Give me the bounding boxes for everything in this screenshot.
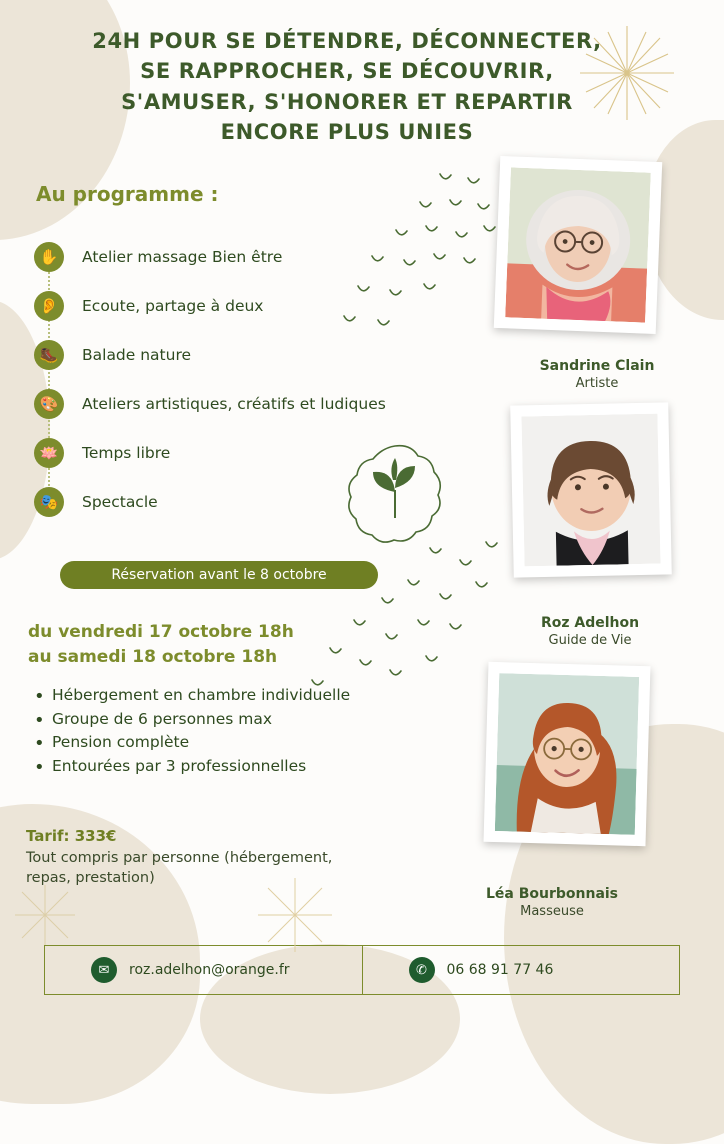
headline-line-4: ENCORE PLUS UNIES [40,117,654,147]
programme-item-label: Balade nature [82,346,191,364]
photo-card-sandrine [494,156,662,334]
palette-art-icon: 🎨 [34,389,64,419]
portrait-sandrine [505,167,651,322]
theatre-curtain-icon: 🎭 [34,487,64,517]
flying-birds-doodle-icon [300,160,500,360]
person-name: Roz Adelhon [490,615,690,631]
list-item: • Entourées par 3 professionnelles [30,755,360,779]
list-item: • Pension complète [30,731,360,755]
programme-item-label: Temps libre [82,444,170,462]
sparkle-burst-corner-icon [10,880,80,950]
reservation-badge: Réservation avant le 8 octobre [60,561,378,589]
person-name: Léa Bourbonnais [452,886,652,902]
person-role: Guide de Vie [490,633,690,648]
contact-phone[interactable] [362,946,680,994]
hiking-boot-icon: 🥾 [34,340,64,370]
lotus-relax-icon: 🪷 [34,438,64,468]
person-role: Masseuse [452,904,652,919]
date-end: au samedi 18 octobre 18h [28,645,294,670]
programme-item-label: Atelier massage Bien être [82,248,282,266]
photo-caption-lea [452,886,652,919]
photo-caption-sandrine [497,358,697,391]
list-item: • Hébergement en chambre individuelle [30,684,360,708]
sparkle-burst-icon [572,18,682,128]
contact-footer [44,945,680,995]
avatar [505,167,651,322]
list-item [30,379,450,428]
email-text: roz.adelhon@orange.fr [129,962,290,978]
portrait-roz [521,414,660,567]
plant-sprout-badge-icon [340,440,450,550]
sparkle-burst-small-icon [250,870,340,960]
price-label: Tarif: 333€ [26,827,366,845]
event-dates [28,620,294,669]
programme-item-label: Ateliers artistiques, créatifs et ludiques [82,395,386,413]
ear-listening-icon: 👂 [34,291,64,321]
massage-hands-icon: ✋ [34,242,64,272]
phone-text: 06 68 91 77 46 [447,962,554,978]
person-role: Artiste [497,376,697,391]
price-note: Tout compris par personne (hébergement, repas, prestation) [26,848,366,889]
portrait-lea [495,673,639,835]
phone-icon: ✆ [409,957,435,983]
envelope-icon: ✉ [91,957,117,983]
programme-item-label: Ecoute, partage à deux [82,297,263,315]
date-start: du vendredi 17 octobre 18h [28,620,294,645]
headline-line-3: S'AMUSER, S'HONORER ET REPARTIR [40,87,654,117]
headline-line-2: SE RAPPROCHER, SE DÉCOUVRIR, [40,56,654,86]
headline-line-1: 24H POUR SE DÉTENDRE, DÉCONNECTER, [40,26,654,56]
photo-card-roz [510,402,672,577]
list-item: • Groupe de 6 personnes max [30,708,360,732]
programme-item-label: Spectacle [82,493,158,511]
avatar [521,414,660,567]
photo-caption-roz [490,615,690,648]
person-name: Sandrine Clain [497,358,697,374]
programme-heading: Au programme : [36,182,218,206]
avatar [495,673,639,835]
